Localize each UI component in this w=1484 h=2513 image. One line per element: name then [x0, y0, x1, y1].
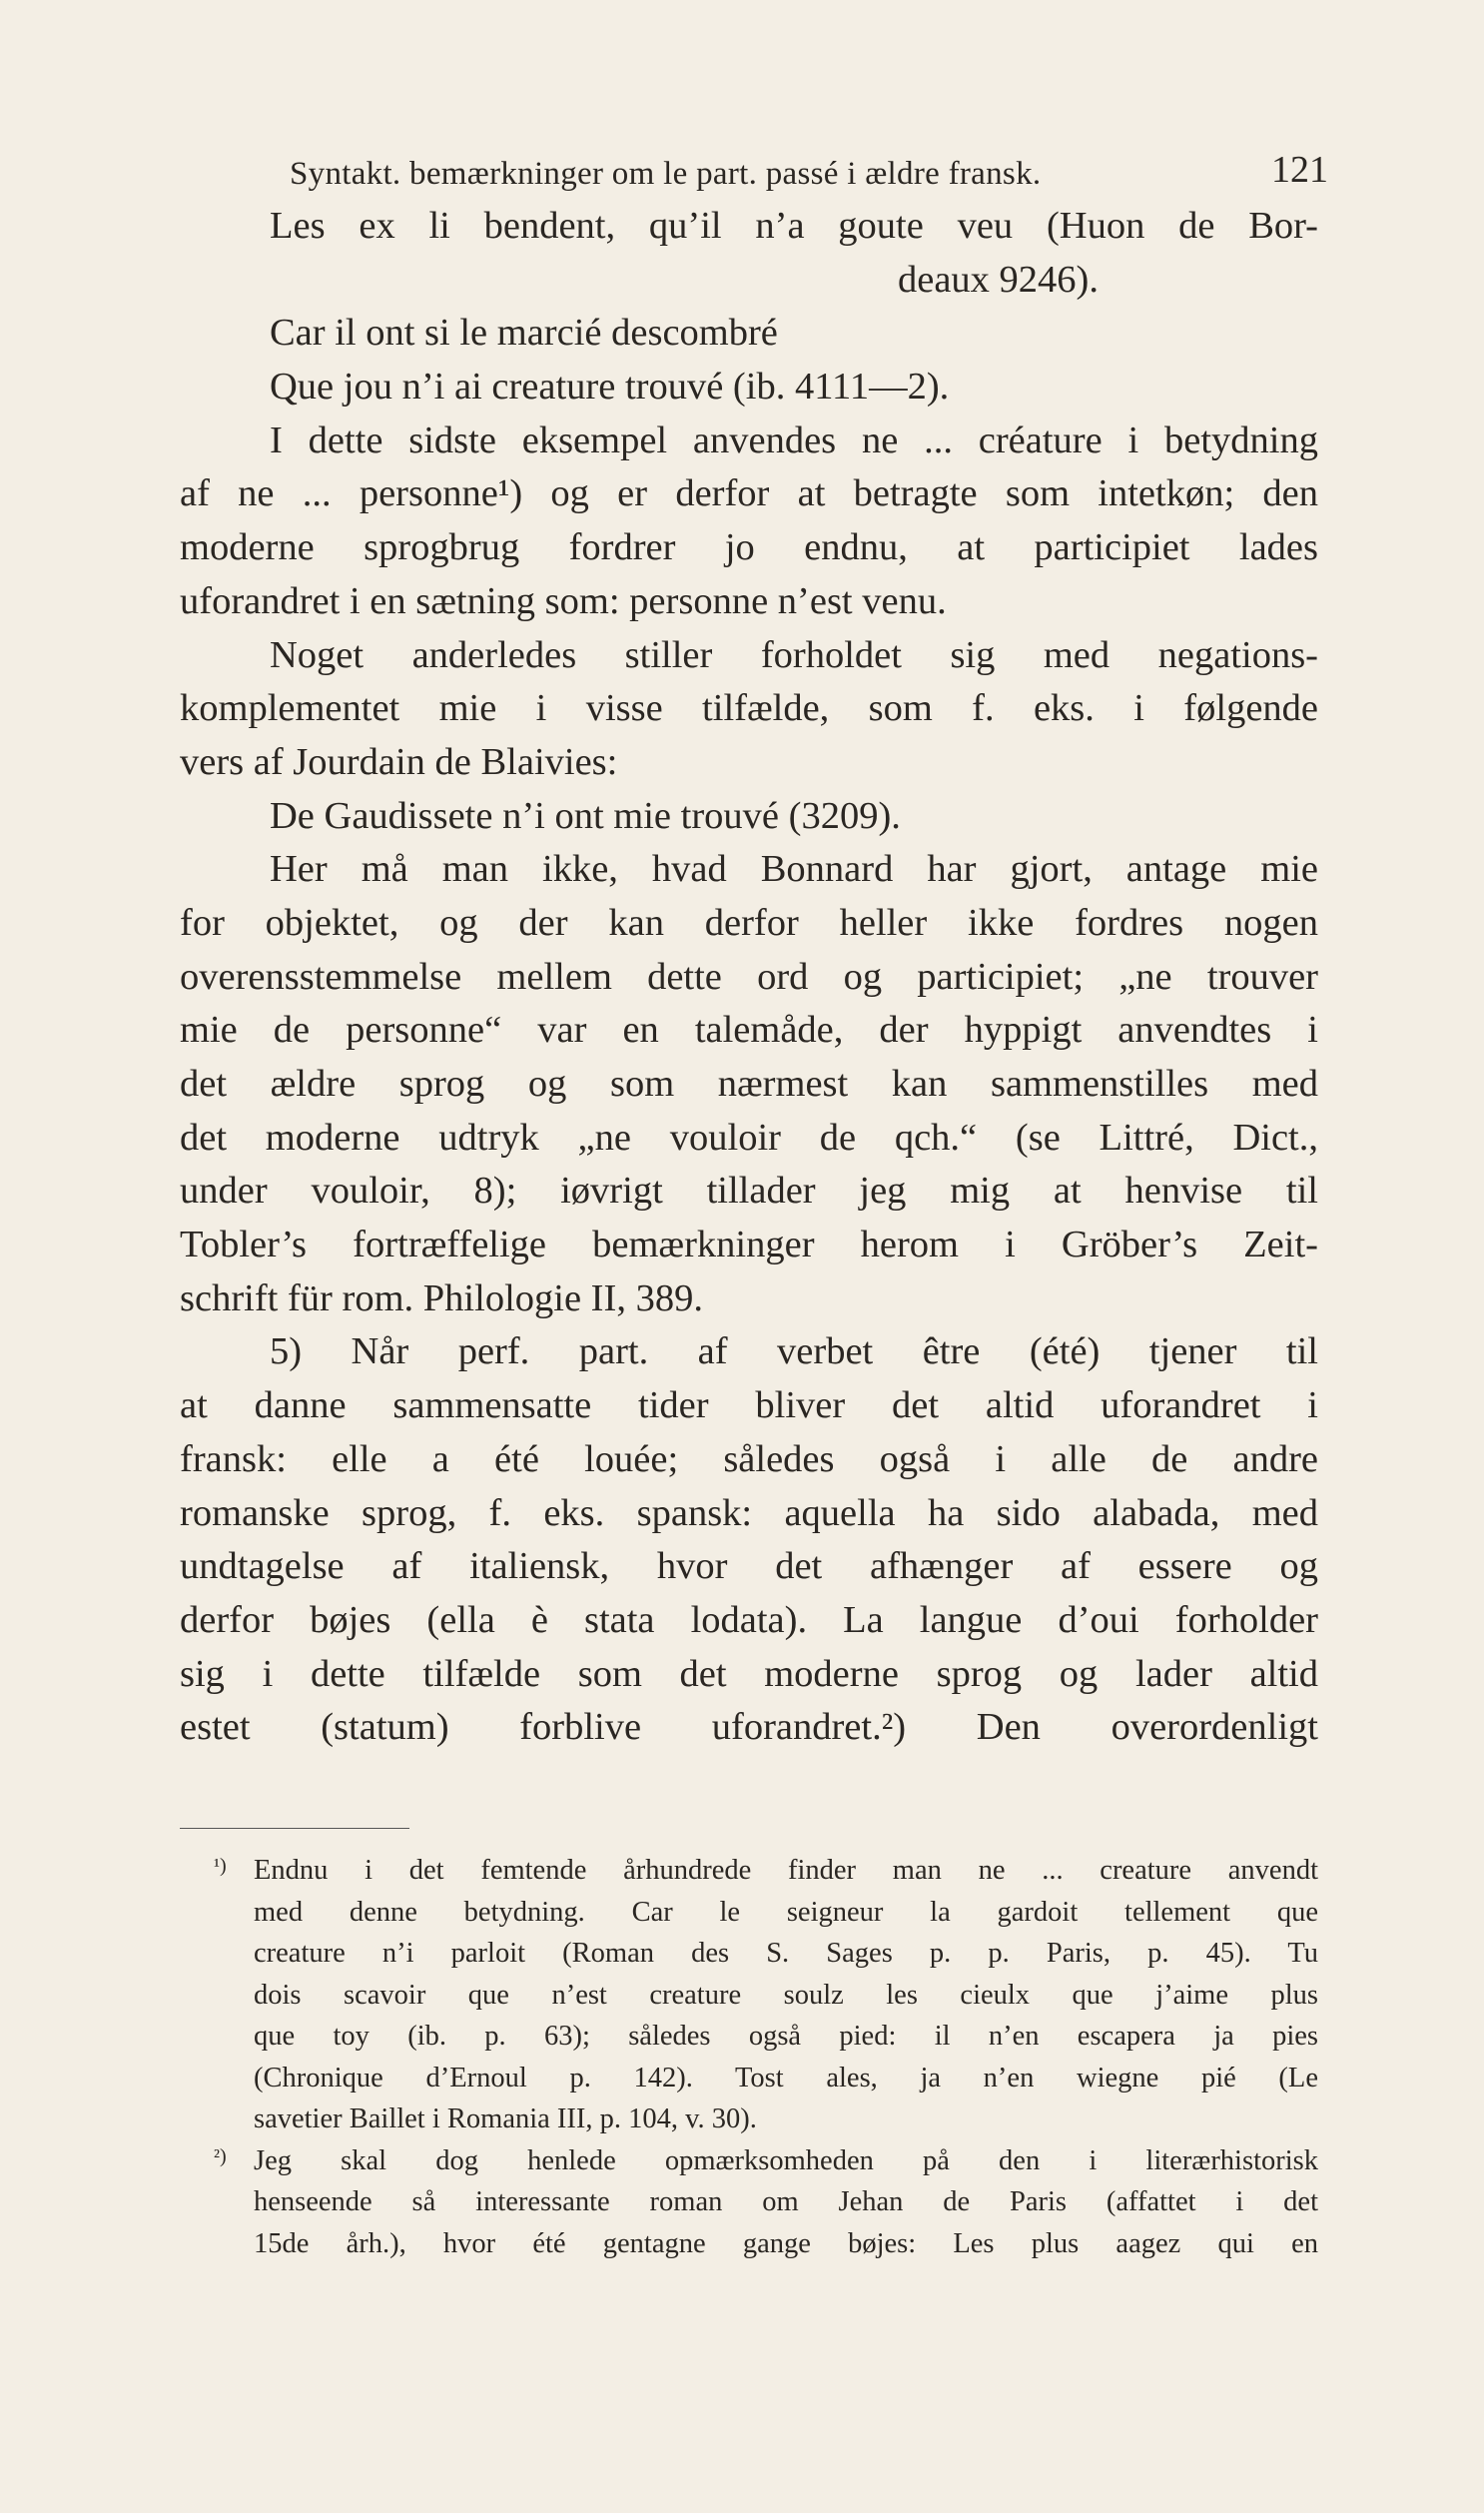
footnotes [180, 1850, 1318, 2264]
main-text [180, 200, 1318, 1755]
text-line: mie de personne“ var en talemåde, der hyppigt anvendtes i [180, 1009, 1318, 1052]
footnote-1-line: creature n’i parloit (Roman des S. Sages p. p. Paris, p. 45). Tu [254, 1938, 1318, 1969]
running-header [290, 148, 1328, 198]
footnote-1-line: que toy (ib. p. 63); således også pied: il n’en escapera ja pies [254, 2021, 1318, 2052]
text-line: deaux 9246). [898, 258, 1099, 301]
text-line: under vouloir, 8); iøvrigt tillader jeg mig at henvise til [180, 1170, 1318, 1213]
text-line: romanske sprog, f. eks. spansk: aquella ha sido alabada, med [180, 1491, 1318, 1534]
text-line: sig i dette tilfælde som det moderne sprog og lader altid [180, 1652, 1318, 1695]
page-number: 121 [1271, 149, 1328, 191]
footnote-2-line: henseende så interessante roman om Jehan de Paris (affattet i det [254, 2186, 1318, 2217]
text-line: fransk: elle a été louée; således også i alle de andre [180, 1437, 1318, 1480]
text-line: vers af Jourdain de Blaivies: [180, 740, 618, 783]
footnote-1-line: ¹) Endnu i det femtende århundrede finder man ne ... creature anvendt [180, 1850, 1318, 1892]
text-line: komplementet mie i visse tilfælde, som f. eks. i følgende [180, 687, 1318, 730]
text-line: Noget anderledes stiller forholdet sig med negations- [270, 633, 1318, 676]
text-line: 5) Når perf. part. af verbet être (été) tjener til [270, 1330, 1318, 1373]
footnote-1-line: dois scavoir que n’est creature soulz les cieulx que j’aime plus [254, 1979, 1318, 2011]
text-line: estet (statum) forblive uforandret.²) Den overordenligt [180, 1706, 1318, 1749]
footnote-1-line: savetier Baillet i Romania III, p. 104, v. 30). [254, 2103, 757, 2134]
text-line: uforandret i en sætning som: personne n’est venu. [180, 579, 947, 622]
footnote-2-line: ²) Jeg skal dog henlede opmærksomheden på den i literærhistorisk [180, 2140, 1318, 2182]
text-line: derfor bøjes (ella è stata lodata). La langue d’oui forholder [180, 1598, 1318, 1641]
footnote-marker: ²) [214, 2144, 227, 2167]
text-line: for objektet, og der kan derfor heller ikke fordres nogen [180, 901, 1318, 944]
text-line: overensstemmelse mellem dette ord og participiet; „ne trouver [180, 955, 1318, 998]
text-line: det ældre sprog og som nærmest kan sammenstilles med [180, 1063, 1318, 1105]
running-title: Syntakt. bemærkninger om le part. passé i ældre fransk. [290, 156, 1042, 192]
footnote-marker: ¹) [214, 1855, 227, 1877]
text-line: Tobler’s fortræffelige bemærkninger herom i Gröber’s Zeit- [180, 1224, 1318, 1266]
text-line: I dette sidste eksempel anvendes ne ... créature i betydning [270, 419, 1318, 461]
footnote-1-line: med denne betydning. Car le seigneur la gardoit tellement que [254, 1896, 1318, 1928]
text-line: af ne ... personne¹) og er derfor at betragte som intetkøn; den [180, 472, 1318, 515]
text-line: Les ex li bendent, qu’il n’a goute veu (Huon de Bor- [270, 205, 1318, 247]
footnote-2-line: 15de årh.), hvor été gentagne gange bøjes: Les plus aagez qui en [254, 2227, 1318, 2259]
verse-line: Car il ont si le marcié descombré [270, 312, 778, 355]
text-line: Her må man ikke, hvad Bonnard har gjort, antage mie [270, 848, 1318, 891]
text-line: moderne sprogbrug fordrer jo endnu, at participiet lades [180, 526, 1318, 569]
text-line: at danne sammensatte tider bliver det altid uforandret i [180, 1384, 1318, 1427]
footnote-rule [180, 1828, 409, 1829]
verse-line: De Gaudissete n’i ont mie trouvé (3209). [270, 794, 901, 837]
text-line: det moderne udtryk „ne vouloir de qch.“ (se Littré, Dict., [180, 1116, 1318, 1159]
text-line: schrift für rom. Philologie II, 389. [180, 1276, 703, 1319]
verse-line: Que jou n’i ai creature trouvé (ib. 4111—2). [270, 366, 950, 409]
text-line: undtagelse af italiensk, hvor det afhænger af essere og [180, 1545, 1318, 1588]
footnote-1-line: (Chronique d’Ernoul p. 142). Tost ales, ja n’en wiegne pié (Le [254, 2062, 1318, 2094]
